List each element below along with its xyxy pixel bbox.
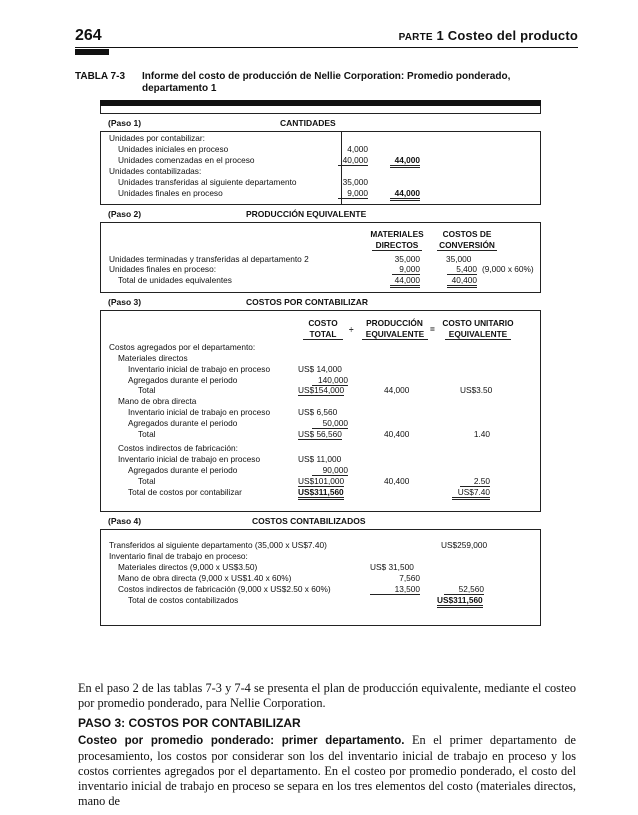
s3-row-label: Costos indirectos de fabricación: [118,443,238,453]
body-paragraph-2 [78,733,576,809]
s2-row-note: (9,000 x 60%) [482,264,534,274]
step4-title: COSTOS CONTABILIZADOS [252,516,366,526]
step2-header [100,204,541,223]
s3-h3: COSTO UNITARIO [442,318,514,328]
s4-row-total: 52,560 [444,584,484,595]
s4-row-label: Inventario final de trabajo en proceso: [109,551,248,561]
s3-op-divide: ÷ [349,324,354,334]
s3-row-unit: US$3.50 [460,385,493,395]
s3-row-cost: 140,000 [312,375,348,386]
s3-row-eq: 44,000 [384,385,410,395]
s2-col2-header-2: CONVERSIÓN [437,240,497,251]
s3-row-label: Inventario inicial de trabajo en proceso [118,454,261,464]
s1-row-label: Unidades contabilizadas: [109,166,202,176]
step2-label: (Paso 2) [108,209,142,219]
s3-row-cost: US$101,000 [298,476,345,486]
s3-h2: PRODUCCIÓN [366,318,423,328]
s1-row-total: 44,000 [390,155,420,168]
body-paragraph-1: En el paso 2 de las tablas 7-3 y 7-4 se presenta el plan de producción equivalente, mediante el costeo por promedio ponderado, para Nellie Corporation. [78,681,576,710]
s3-row-label: Inventario inicial de trabajo en proceso [128,364,271,374]
header-block [75,49,109,55]
s1-row-value: 9,000 [338,188,368,199]
s3-row-label: Agregados durante el periodo [128,375,238,385]
s1-row-label: Unidades transferidas al siguiente departamento [118,177,297,187]
s2-col1-header: MATERIALES [370,229,424,239]
page-number: 264 [75,27,102,44]
s3-row-label: Total de costos por contabilizar [128,487,242,497]
s3-row-unit: 1.40 [473,429,490,439]
s3-h2-2: EQUIVALENTE [362,329,428,340]
part-title: 1 Costeo del producto [432,28,578,43]
s3-row-eq: 40,400 [384,476,410,486]
table-top-bar [100,100,541,106]
s3-h1-2: TOTAL [303,329,343,340]
table-title-line2: departamento 1 [142,83,217,94]
s2-row-value: 5,400 [447,264,477,275]
s2-row-value: 35,000 [446,254,472,264]
s3-row-label: Total [138,385,156,395]
table-label: TABLA 7-3 [75,71,125,82]
s1-row-value: 4,000 [347,144,368,154]
s3-row-label: Inventario inicial de trabajo en proceso [128,407,271,417]
step1-title: CANTIDADES [280,118,336,128]
s4-row-value: 7,560 [399,573,420,583]
s2-row-total: 40,400 [447,275,477,288]
s3-h1: COSTO [308,318,338,328]
s1-row-label: Unidades comenzadas en el proceso [118,155,255,165]
s3-row-cost: US$154,000 [298,385,345,395]
s3-row-cost: US$ 14,000 [298,364,342,374]
s2-row-label: Unidades finales en proceso: [109,264,217,274]
s3-row-label: Agregados durante el periodo [128,418,238,428]
s3-row-eq: 40,400 [384,429,410,439]
s3-op-equals: = [430,324,435,334]
s3-row-label: Costos agregados por el departamento: [109,342,256,352]
s1-row-value: 40,000 [338,155,368,166]
s4-row-label: Total de costos contabilizados [128,595,239,605]
s4-row-grand-total: US$311,560 [437,595,483,608]
step2-title: PRODUCCIÓN EQUIVALENTE [246,209,367,219]
s1-row-label: Unidades por contabilizar: [109,133,205,143]
s3-row-cost: US$ 11,000 [298,454,342,464]
s4-row-label: Materiales directos (9,000 x US$3.50) [118,562,258,572]
s3-row-label: Total [138,476,156,486]
step1-label: (Paso 1) [108,118,142,128]
s2-row-total: 44,000 [390,275,420,288]
s2-col1-header-2: DIRECTOS [372,240,422,251]
step4-label: (Paso 4) [108,516,142,526]
s3-row-unit-total: US$7.40 [452,487,490,500]
s3-row-cost: US$ 6,560 [298,407,338,417]
s2-row-value: 9,000 [392,264,420,275]
s2-row-value: 35,000 [394,254,420,264]
s4-row-value: US$ 31,500 [370,562,414,572]
s1-row-total: 44,000 [390,188,420,201]
s3-row-cost: 50,000 [312,418,348,429]
s2-col2-header: COSTOS DE [442,229,492,239]
step4-header [100,511,541,530]
step3-label: (Paso 3) [108,297,142,307]
s2-row-label: Unidades terminadas y transferidas al departamento 2 [109,254,309,264]
step1-header [100,113,541,132]
header-rule [75,47,578,48]
part-word: PARTE [398,32,433,43]
s3-row-label: Total [138,429,156,439]
s4-row-total: US$259,000 [441,540,488,550]
s4-row-label: Transferidos al siguiente departamento (35,000 x US$7.40) [109,540,327,550]
s4-row-label: Costos indirectos de fabricación (9,000 x US$2.50 x 60%) [118,584,331,594]
s3-h3-2: EQUIVALENTE [445,329,511,340]
running-header [399,28,578,43]
table-title-line1: Informe del costo de producción de Nellie Corporation: Promedio ponderado, [142,71,511,82]
s4-row-value: 13,500 [370,584,420,595]
section-heading: PASO 3: COSTOS POR CONTABILIZAR [78,716,301,730]
paragraph-text: En el primer departamento de procesamiento, los costos por considerar son los del inventario inicial de trabajo en proceso y los costos corrientes agregados por el departamento. En el costeo por promedio ponderado, el costo del inventario inicial de trabajo en proceso se separa en los tres elementos del costo (materiales directos, mano de [78,733,576,808]
step3-header [100,292,541,311]
table-title [142,71,542,95]
s4-row-label: Mano de obra directa (9,000 x US$1.40 x 60%) [118,573,292,583]
s1-row-label: Unidades finales en proceso [118,188,223,198]
step3-title: COSTOS POR CONTABILIZAR [246,297,368,307]
s3-row-label: Materiales directos [118,353,188,363]
s1-row-label: Unidades iniciales en proceso [118,144,229,154]
s3-row-cost-total: US$311,560 [298,487,344,500]
s3-row-cost: 90,000 [312,465,348,476]
s3-row-unit: 2.50 [460,476,490,487]
paragraph-lead: Costeo por promedio ponderado: primer departamento. [78,735,405,747]
s3-row-label: Agregados durante el periodo [128,465,238,475]
s1-row-value: 35,000 [342,177,368,187]
s3-row-label: Mano de obra directa [118,396,197,406]
s3-row-cost: US$ 56,560 [298,429,342,439]
s2-row-label: Total de unidades equivalentes [118,275,232,285]
